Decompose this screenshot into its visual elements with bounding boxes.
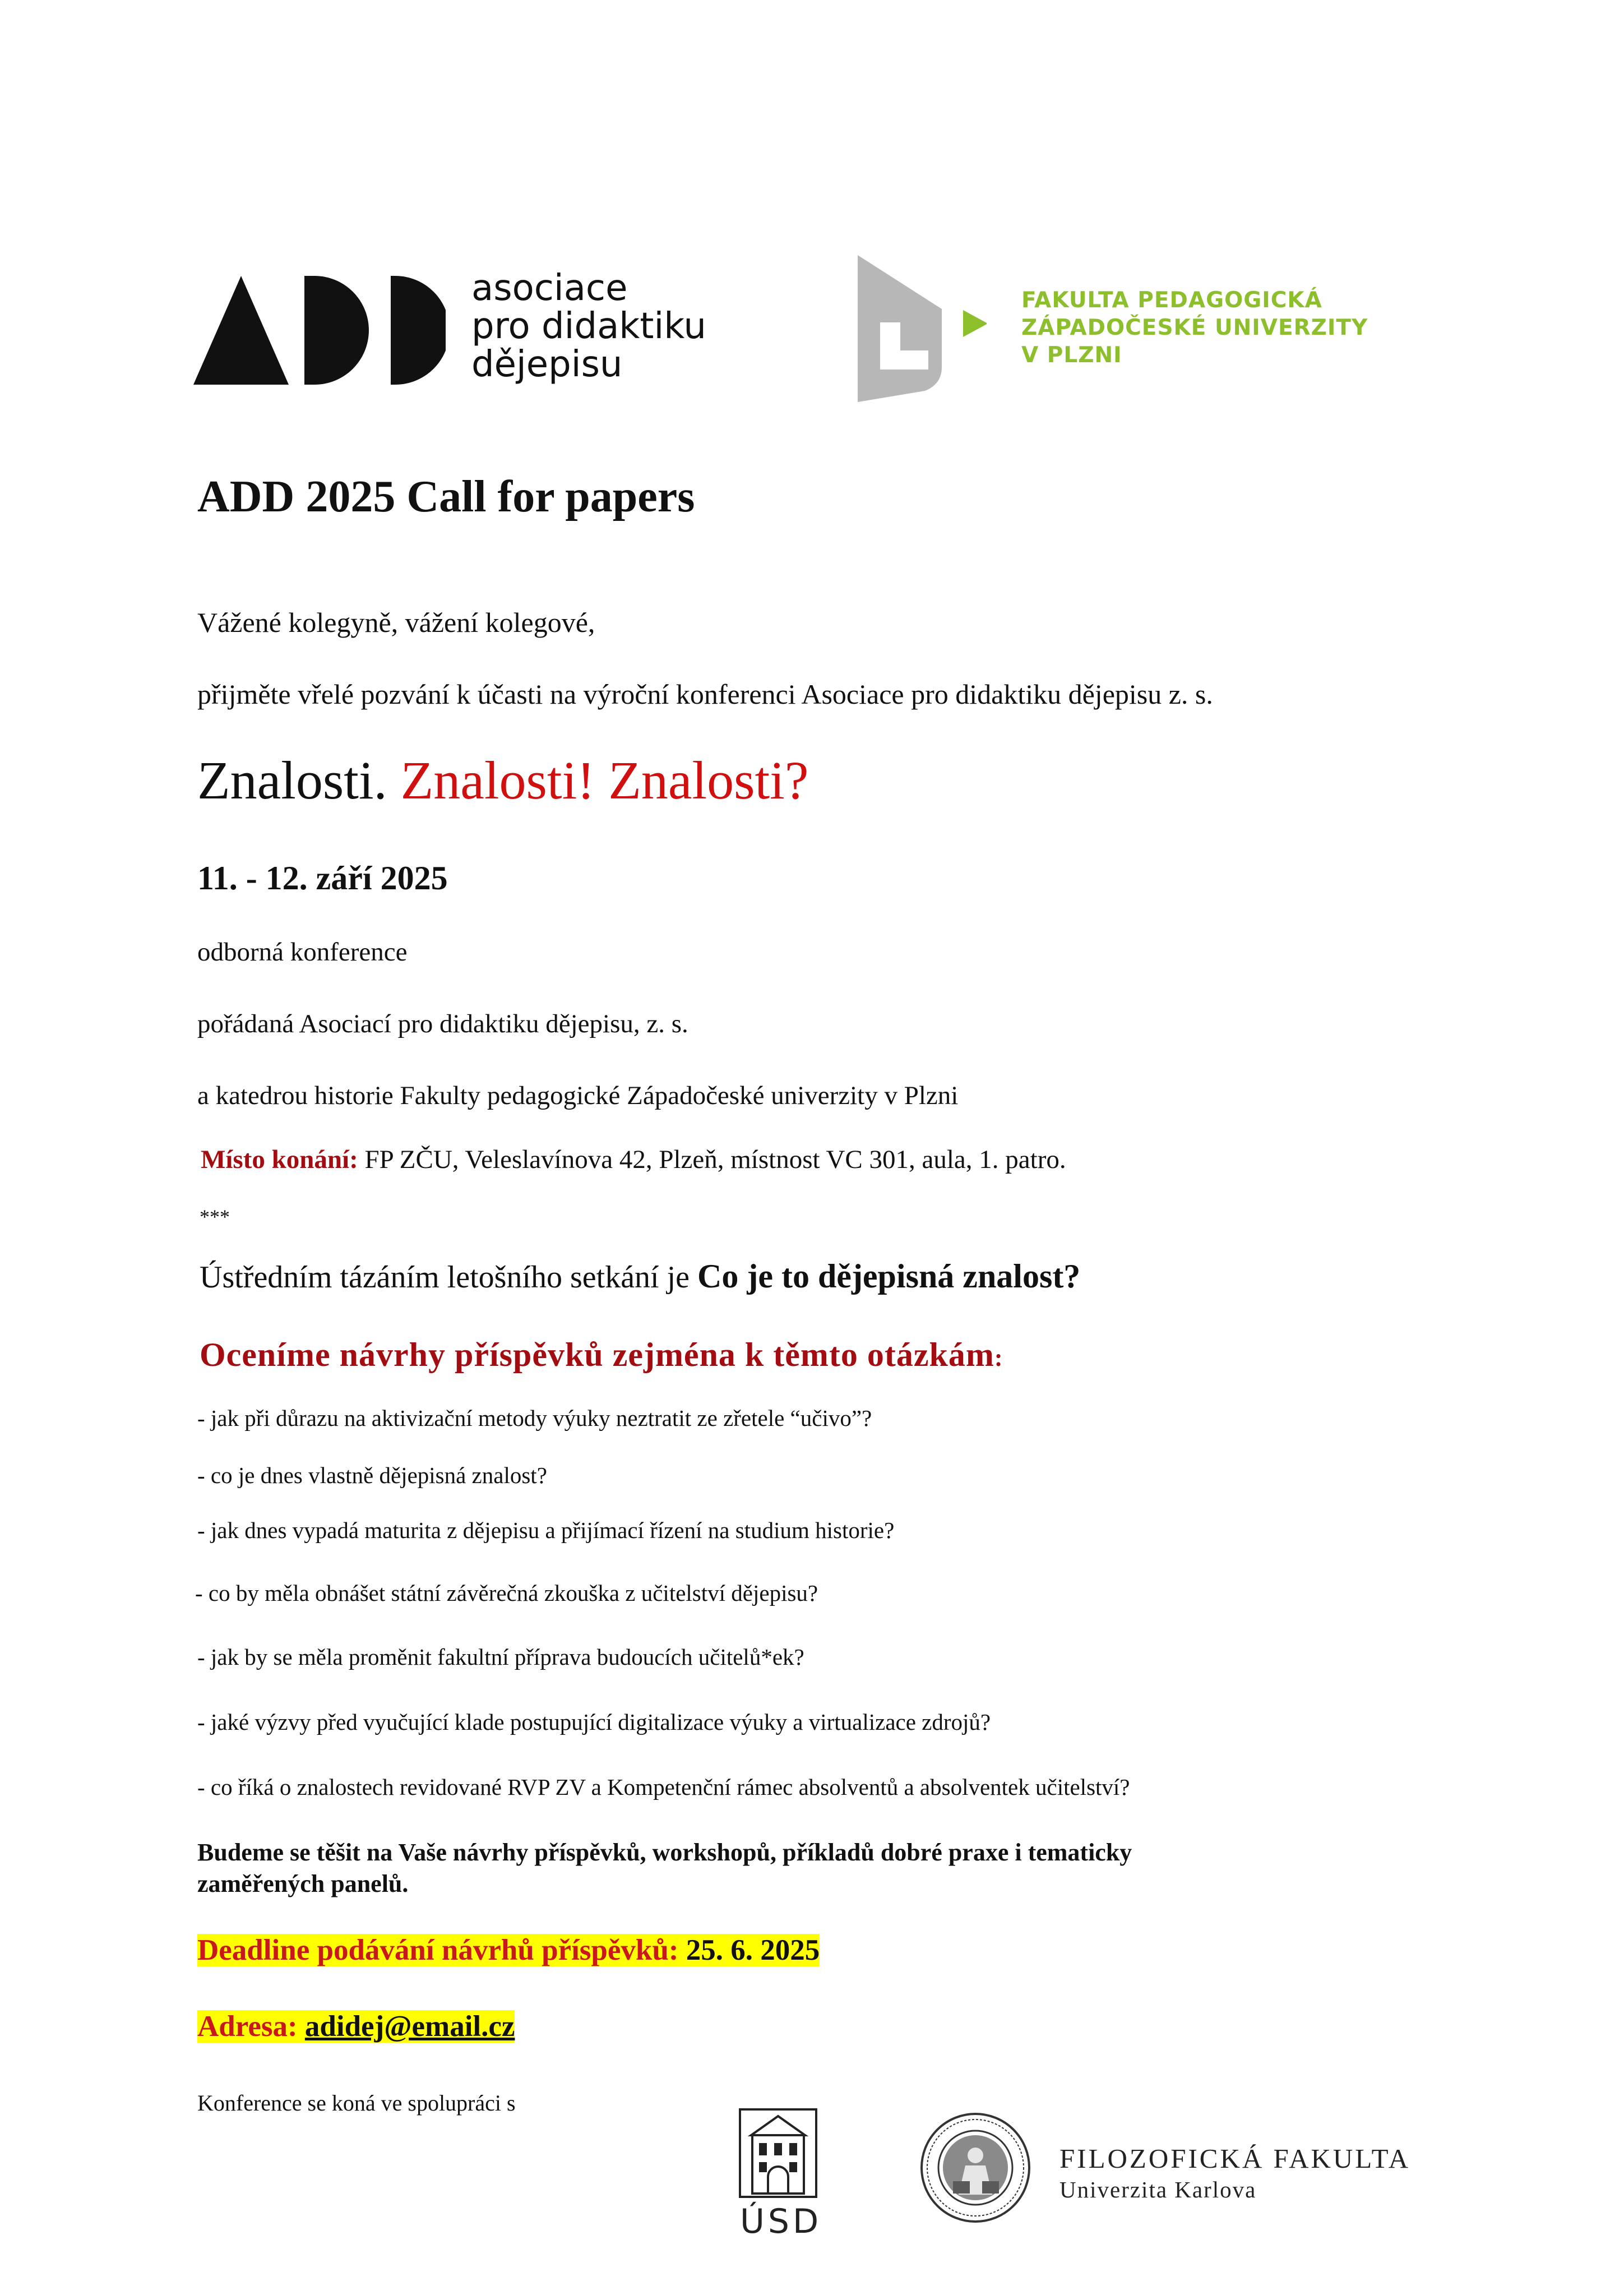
email-link[interactable]: adidej@email.cz bbox=[304, 2010, 515, 2043]
headline-part-3: Znalosti? bbox=[608, 750, 809, 810]
usd-logo-text: ÚSD bbox=[740, 2202, 822, 2241]
fp-logo-text-line: V PLZNI bbox=[1021, 343, 1122, 368]
list-item: - jak dnes vypadá maturita z dějepisu a přijímací řízení na studium historie? bbox=[197, 1517, 895, 1543]
venue bbox=[201, 1144, 1066, 1175]
organizer-line-1: pořádaná Asociací pro didaktiku dějepisu, z. s. bbox=[197, 1009, 688, 1038]
fp-zcu-logo-mark bbox=[858, 255, 987, 402]
list-item: - co je dnes vlastně dějepisná znalost? bbox=[197, 1462, 547, 1488]
invitation: přijměte vřelé pozvání k účasti na výroční konferenci Asociace pro didaktiku dějepisu z. s. bbox=[197, 678, 1213, 710]
address-label: Adresa: bbox=[197, 2010, 298, 2043]
list-item: - jak by se měla proměnit fakultní příprava budoucích učitelů*ek? bbox=[197, 1644, 804, 1670]
fp-logo-text-line: ZÁPADOČESKÉ UNIVERZITY bbox=[1021, 315, 1368, 340]
address bbox=[197, 2008, 515, 2044]
headline bbox=[197, 749, 808, 812]
closing-line-1: Budeme se těšit na Vaše návrhy příspěvků, workshopů, příkladů dobré praxe i tematicky bbox=[197, 1839, 1132, 1866]
questions-heading bbox=[200, 1334, 1003, 1378]
closing-text bbox=[197, 1837, 1132, 1900]
list-item: - jaké výzvy před vyučující klade postupující digitalizace výuky a virtualizace zdrojů? bbox=[197, 1709, 991, 1735]
list-item: - co by měla obnášet státní závěrečná zkouška z učitelství dějepisu? bbox=[195, 1580, 818, 1606]
add-logo-text-line: dějepisu bbox=[471, 344, 623, 385]
page-title: ADD 2025 Call for papers bbox=[197, 472, 695, 521]
add-logo bbox=[193, 269, 726, 387]
add-logo-text-line: asociace bbox=[471, 267, 628, 309]
list-item: - co říká o znalostech revidované RVP ZV a Kompetenční rámec absolventů a absolventek učitelství? bbox=[197, 1774, 1130, 1800]
event-type: odborná konference bbox=[197, 938, 408, 967]
add-logo-mark bbox=[193, 276, 446, 385]
separator: *** bbox=[200, 1206, 230, 1228]
venue-value: FP ZČU, Veleslavínova 42, Plzeň, místnost VC 301, aula, 1. patro. bbox=[364, 1145, 1066, 1174]
venue-label: Místo konání: bbox=[201, 1145, 358, 1174]
ff-uk-seal-icon bbox=[919, 2112, 1031, 2224]
headline-part-1: Znalosti. bbox=[197, 750, 387, 810]
central-question bbox=[200, 1257, 1080, 1296]
ff-uk-name: FILOZOFICKÁ FAKULTA bbox=[1059, 2143, 1411, 2174]
list-item: - jak při důrazu na aktivizační metody výuky neztratit ze zřetele “učivo”? bbox=[197, 1405, 872, 1431]
questions-heading-text: Oceníme návrhy příspěvků zejména k těmto otázkám bbox=[200, 1336, 994, 1373]
headline-part-2: Znalosti! bbox=[400, 750, 595, 810]
cooperation-text: Konference se koná ve spolupráci s bbox=[197, 2090, 516, 2116]
questions-heading-colon: : bbox=[994, 1344, 1003, 1372]
deadline bbox=[197, 1932, 820, 1968]
central-question-text: Co je to dějepisná znalost? bbox=[697, 1258, 1081, 1295]
event-date: 11. - 12. září 2025 bbox=[197, 860, 448, 897]
deadline-value: 25. 6. 2025 bbox=[686, 1934, 820, 1966]
closing-line-2: zaměřených panelů. bbox=[197, 1870, 409, 1897]
usd-logo-mark bbox=[739, 2108, 817, 2198]
add-logo-text-line: pro didaktiku bbox=[471, 306, 706, 347]
fp-zcu-logo bbox=[858, 255, 1368, 404]
usd-logo bbox=[739, 2108, 822, 2243]
deadline-label: Deadline podávání návrhů příspěvků: bbox=[197, 1934, 679, 1966]
central-question-prefix: Ústředním tázáním letošního setkání je bbox=[200, 1260, 690, 1295]
organizer-line-2: a katedrou historie Fakulty pedagogické Západočeské univerzity v Plzni bbox=[197, 1081, 959, 1110]
ff-uk-university: Univerzita Karlova bbox=[1059, 2177, 1257, 2202]
fp-logo-text-line: FAKULTA PEDAGOGICKÁ bbox=[1021, 288, 1322, 313]
ff-uk-logo bbox=[919, 2112, 1413, 2229]
greeting: Vážené kolegyně, vážení kolegové, bbox=[197, 607, 595, 638]
